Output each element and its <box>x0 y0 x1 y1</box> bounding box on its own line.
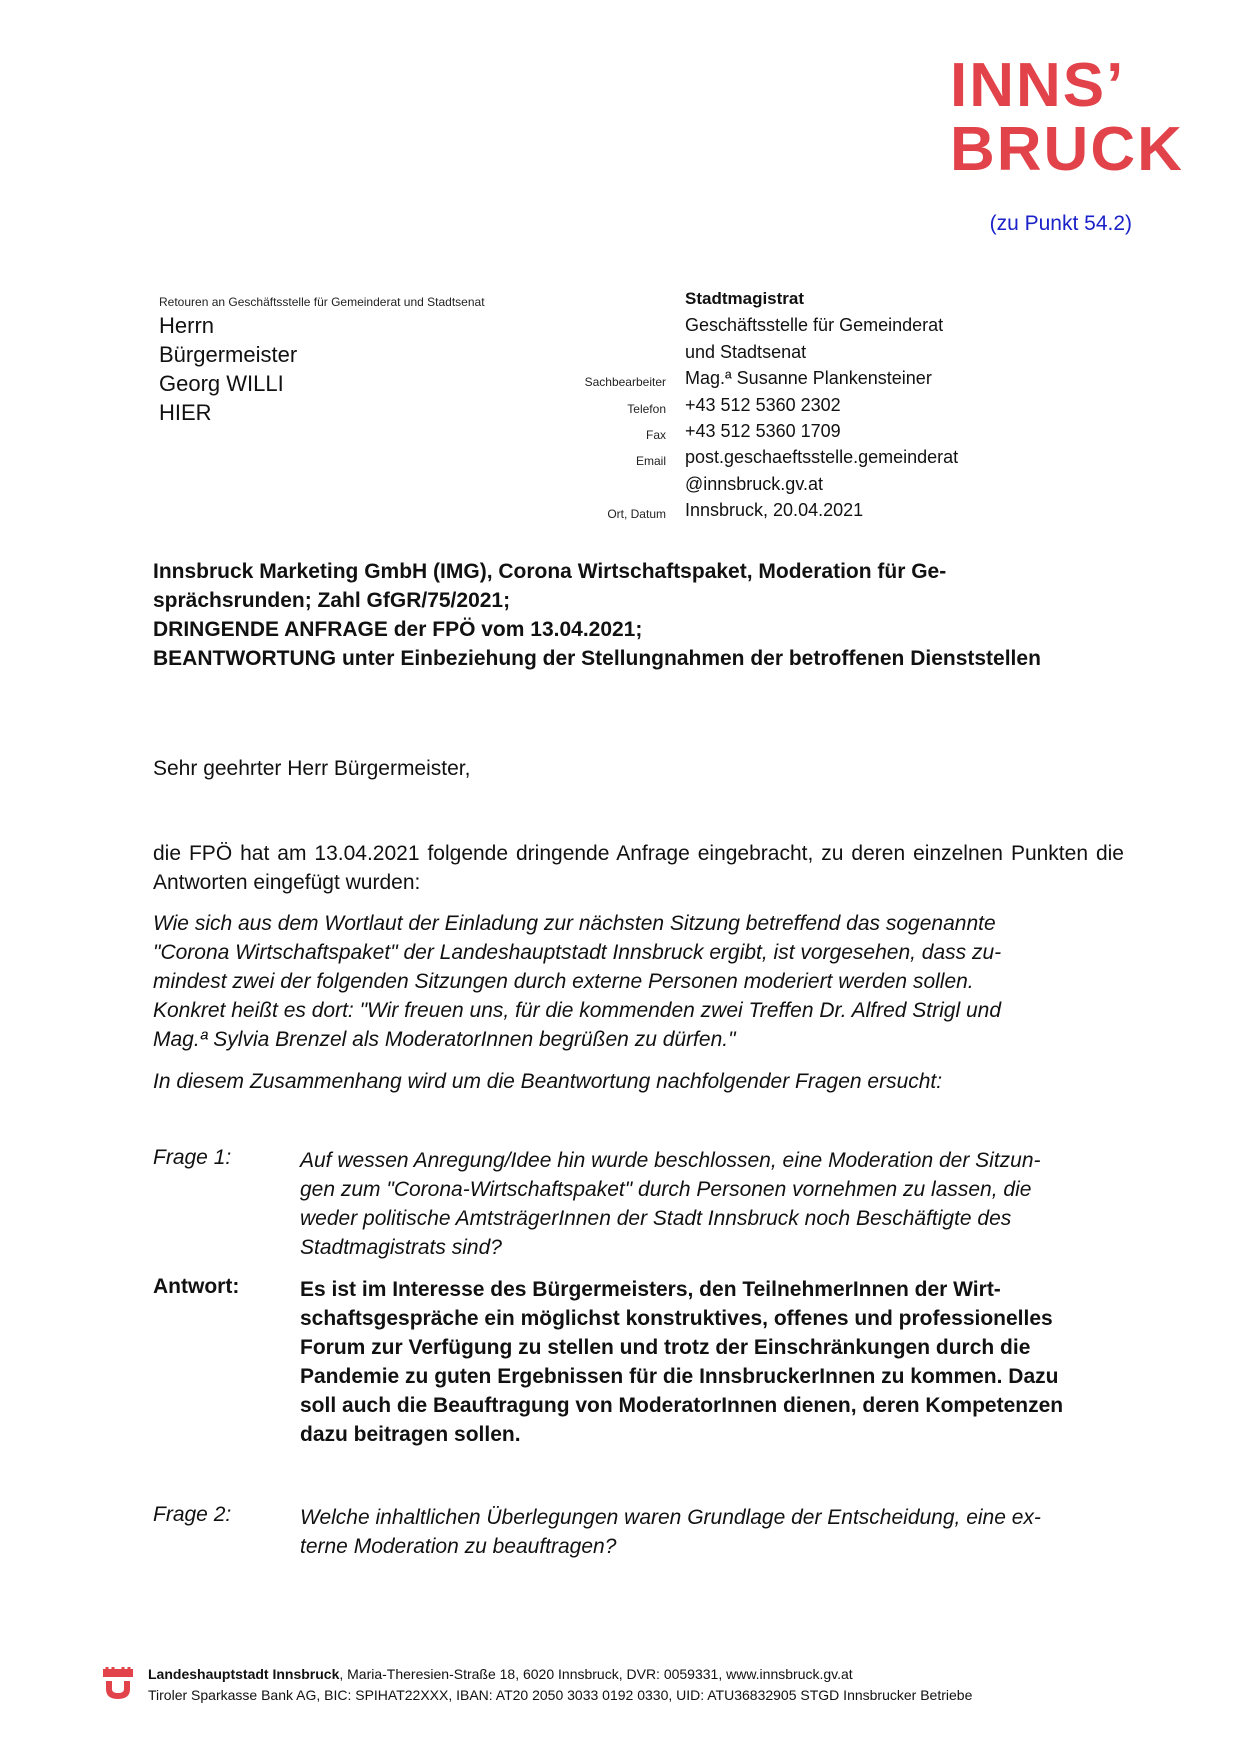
sender-value: +43 512 5360 1709 <box>685 421 841 442</box>
question-line: Auf wessen Anregung/Idee hin wurde beschlossen, eine Moderation der Sitzun- <box>300 1149 1041 1172</box>
sender-labels <box>540 288 666 526</box>
sender-label: Ort, Datum <box>607 507 666 522</box>
question-line: Welche inhaltlichen Überlegungen waren Grundlage der Entscheidung, eine ex- <box>300 1506 1041 1529</box>
answer-line: dazu beitragen sollen. <box>300 1423 521 1446</box>
intro-paragraph: die FPÖ hat am 13.04.2021 folgende dringende Anfrage eingebracht, zu deren einzelnen Punkten die Antworten eingefügt wurden: <box>153 842 1124 894</box>
quote-line: Mag.ª Sylvia Brenzel als ModeratorInnen begrüßen zu dürfen." <box>153 1028 736 1051</box>
question-text <box>300 1146 1132 1262</box>
sender-office: Stadtmagistrat <box>685 289 805 308</box>
subject-line: DRINGENDE ANFRAGE der FPÖ vom 13.04.2021; <box>153 618 643 641</box>
innsbruck-logo <box>950 56 1190 178</box>
footer-bank: Tiroler Sparkasse Bank AG, BIC: SPIHAT22XXX, IBAN: AT20 2050 3033 0192 0330, UID: ATU36832905 STGD Innsbrucker Betriebe <box>148 1687 973 1703</box>
sender-department: Geschäftsstelle für Gemeinderat <box>685 315 944 336</box>
subject-heading <box>153 557 1133 673</box>
question-line: terne Moderation zu beauftragen? <box>300 1535 617 1558</box>
sender-department: und Stadtsenat <box>685 341 807 362</box>
sender-label: Telefon <box>627 401 666 416</box>
sender-block <box>685 286 958 524</box>
question-line: weder politische AmtsträgerInnen der Stadt Innsbruck noch Beschäftigte des <box>300 1207 1012 1230</box>
question-text <box>300 1503 1132 1561</box>
answer-line: soll auch die Beauftragung von ModeratorInnen dienen, deren Kompetenzen <box>300 1394 1064 1417</box>
inquiry-quote <box>153 909 1124 1054</box>
footer <box>148 1664 972 1706</box>
sender-label: Sachbearbeiter <box>584 375 666 390</box>
context-sentence: In diesem Zusammenhang wird um die Beantwortung nachfolgender Fragen ersucht: <box>153 1070 943 1093</box>
question-line: Stadtmagistrats sind? <box>300 1236 502 1259</box>
subject-line: sprächsrunden; Zahl GfGR/75/2021; <box>153 589 511 612</box>
recipient-line: Georg WILLI <box>159 371 284 396</box>
quote-line: Konkret heißt es dort: "Wir freuen uns, für die kommenden zwei Treffen Dr. Alfred Strigl und <box>153 999 1002 1022</box>
subject-line: BEANTWORTUNG unter Einbeziehung der Stellungnahmen der betroffenen Dienststellen <box>153 647 1041 670</box>
question-line: gen zum "Corona-Wirtschaftspaket" durch Personen vornehmen zu lassen, die <box>300 1178 1032 1201</box>
quote-line: Wie sich aus dem Wortlaut der Einladung zur nächsten Sitzung betreffend das sogenannte <box>153 912 996 935</box>
innsbruck-logo-image <box>950 56 1190 178</box>
footer-line <box>148 1664 972 1685</box>
quote-line: "Corona Wirtschaftspaket" der Landeshauptstadt Innsbruck ergibt, ist vorgesehen, dass zu- <box>153 941 1002 964</box>
recipient-address <box>159 311 297 427</box>
sender-value: post.geschaeftsstelle.gemeinderat <box>685 447 959 468</box>
answer-label: Antwort: <box>153 1275 240 1298</box>
agenda-reference: (zu Punkt 54.2) <box>989 212 1132 235</box>
question-label: Frage 2: <box>153 1503 232 1526</box>
answer-line: Forum zur Verfügung zu stellen und trotz der Einschränkungen durch die <box>300 1336 1031 1359</box>
return-address: Retouren an Geschäftsstelle für Gemeinderat und Stadtsenat <box>159 295 485 309</box>
salutation: Sehr geehrter Herr Bürgermeister, <box>153 757 471 780</box>
answer-line: schaftsgespräche ein möglichst konstruktives, offenes und professionelles <box>300 1307 1053 1330</box>
footer-address: , Maria-Theresien-Straße 18, 6020 Innsbruck, DVR: 0059331, www.innsbruck.gv.at <box>339 1666 853 1682</box>
answer-line: Pandemie zu guten Ergebnissen für die InnsbruckerInnen zu kommen. Dazu <box>300 1365 1059 1388</box>
recipient-line: Herrn <box>159 313 215 338</box>
answer-text <box>300 1275 1132 1449</box>
footer-city-name: Landeshauptstadt Innsbruck <box>148 1666 340 1682</box>
city-coat-of-arms-icon <box>103 1667 133 1706</box>
recipient-line: Bürgermeister <box>159 342 298 367</box>
sender-value: @innsbruck.gv.at <box>685 473 823 494</box>
answer-line: Es ist im Interesse des Bürgermeisters, den TeilnehmerInnen der Wirt- <box>300 1278 1001 1301</box>
sender-value: +43 512 5360 2302 <box>685 394 841 415</box>
sender-label: Fax <box>645 427 666 442</box>
sender-label: Email <box>635 454 666 469</box>
recipient-line: HIER <box>159 400 212 425</box>
sender-label <box>540 473 666 499</box>
quote-line: mindest zwei der folgenden Sitzungen durch externe Personen moderiert werden sollen. <box>153 970 974 993</box>
sender-value: Mag.ª Susanne Plankensteiner <box>685 368 932 389</box>
subject-line: Innsbruck Marketing GmbH (IMG), Corona Wirtschaftspaket, Moderation für Ge- <box>153 560 947 583</box>
sender-value: Innsbruck, 20.04.2021 <box>685 500 864 521</box>
svg-text:BRUCK: BRUCK <box>950 115 1184 178</box>
svg-text:INNS’: INNS’ <box>950 56 1126 120</box>
question-label: Frage 1: <box>153 1146 232 1169</box>
